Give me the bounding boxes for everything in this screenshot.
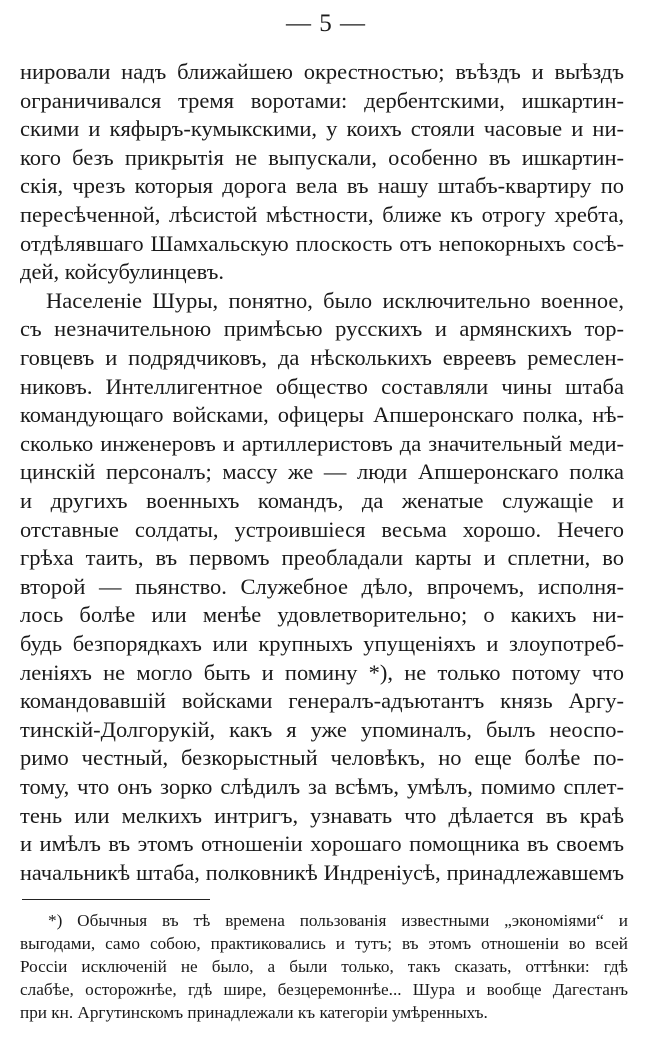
body-line: скими и кяфыръ-кумыкскими, у коихъ стояли часовые и ни- bbox=[20, 116, 624, 142]
body-line: цинскій персоналъ; массу же — люди Апшеронскаго полка bbox=[20, 459, 624, 485]
body-line: грѣха таить, въ первомъ преобладали карты и сплетни, во bbox=[20, 545, 624, 571]
paragraph-start-line: Населеніе Шуры, понятно, было исключительно военное, bbox=[46, 287, 624, 313]
footnote-line: при кн. Аргутинскомъ принадлежали къ категоріи умѣренныхъ. bbox=[20, 1003, 488, 1022]
body-line: пересѣченной, лѣсистой мѣстности, ближе къ отрогу хребта, bbox=[20, 202, 624, 227]
body-line: тому, что онъ зорко слѣдилъ за всѣмъ, умѣлъ, помимо сплет- bbox=[20, 774, 624, 799]
body-line: нировали надъ ближайшею окрестностью; въѣздъ и выѣздъ bbox=[20, 59, 624, 84]
body-line: командовавшій войсками генералъ-адъютантъ князь Аргу- bbox=[20, 688, 624, 714]
body-line: съ незначительною примѣсью русскихъ и армянскихъ тор- bbox=[20, 316, 624, 342]
body-line: начальникѣ штаба, полковникѣ Индреніусѣ, принадлежавшемъ bbox=[20, 859, 624, 885]
body-line: сколько инженеровъ и артиллеристовъ да значительный меди- bbox=[20, 430, 624, 456]
body-line: ограничивался тремя воротами: дербентскими, ишкартин- bbox=[20, 87, 624, 113]
body-line: говцевъ и подрядчиковъ, да нѣсколькихъ евреевъ ремеслен- bbox=[20, 345, 624, 370]
body-line: командующаго войсками, офицеры Апшеронскаго полка, нѣ- bbox=[20, 402, 624, 428]
body-line: и другихъ военныхъ командъ, да женатые служащіе и bbox=[20, 488, 624, 513]
body-line: дей, койсубулинцевъ. bbox=[20, 259, 224, 285]
page-number: — 5 — bbox=[286, 10, 366, 37]
footnote-line: Россіи исключеній не было, а были только, такъ сказать, оттѣнки: гдѣ bbox=[20, 957, 628, 976]
body-line: отставные солдаты, устроившіеся весьма хорошо. Нечего bbox=[20, 516, 624, 542]
body-line: римо честный, безкорыстный человѣкъ, но еще болѣе по- bbox=[20, 745, 624, 771]
footnote-separator bbox=[22, 899, 210, 900]
body-line: отдѣлявшаго Шамхальскую плоскость отъ непокорныхъ сосѣ- bbox=[20, 230, 624, 256]
body-line: тинскій-Долгорукій, какъ я уже упоминалъ, былъ неоспо- bbox=[20, 716, 624, 742]
body-line: лось болѣе или менѣе удовлетворительно; о какихъ ни- bbox=[20, 602, 624, 628]
body-line: и имѣлъ въ этомъ отношеніи хорошаго помощника въ своемъ bbox=[20, 831, 624, 857]
footnote-line: *) Обычныя въ тѣ времена пользованія известными „экономіями“ и bbox=[48, 911, 628, 930]
body-line: будь безпорядкахъ или крупныхъ упущеніяхъ и злоупотреб- bbox=[20, 631, 624, 656]
body-line: скія, чрезъ которыя дорога вела въ нашу штабъ-квартиру по bbox=[20, 173, 624, 199]
body-line: тень или мелкихъ интригъ, узнавать что дѣлается въ краѣ bbox=[20, 802, 624, 828]
footnote-line: слабѣе, осторожнѣе, гдѣ шире, безцеремоннѣе... Шура и вообще Дагестанъ bbox=[20, 980, 628, 999]
body-line: второй — пьянство. Служебное дѣло, впрочемъ, исполня- bbox=[20, 573, 624, 599]
body-line: кого безъ прикрытія не выпускали, особенно въ ишкартин- bbox=[20, 144, 624, 170]
body-line: никовъ. Интеллигентное общество составляли чины штаба bbox=[20, 373, 624, 399]
body-line: леніяхъ не могло быть и помину *), не только потому что bbox=[20, 659, 624, 685]
footnote-line: выгодами, само собою, практиковались и тутъ; въ этомъ отношеніи во всей bbox=[20, 934, 628, 953]
